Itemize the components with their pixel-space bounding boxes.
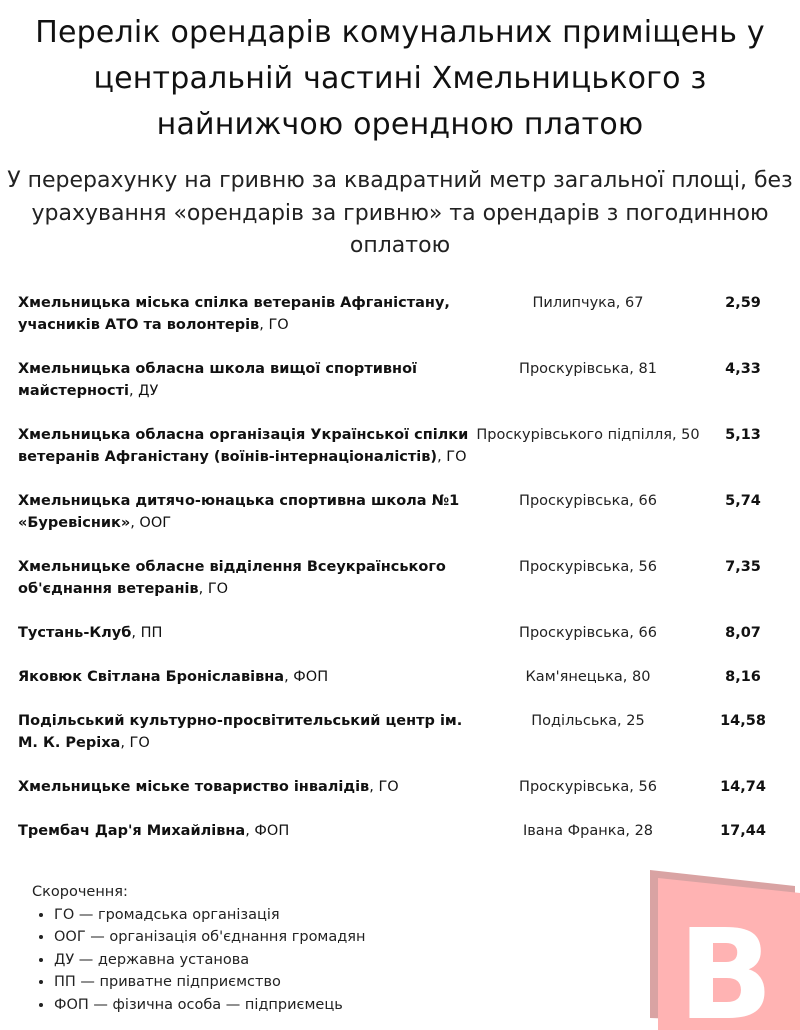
table-row: [18, 424, 788, 490]
tenant-address: Пилипчука, 67: [532, 295, 644, 311]
tenant-type: , ГО: [369, 779, 399, 795]
table-row: [18, 622, 788, 666]
tenant-type: , ГО: [437, 449, 467, 465]
tenant-name: Тустань-Клуб: [18, 625, 132, 641]
table-row: [18, 556, 788, 622]
tenant-name-cell: [18, 666, 473, 688]
rent-per-sqm: 14,74: [720, 779, 766, 795]
tenant-address: Проскурівська, 81: [519, 361, 657, 377]
vezha-logo: [640, 868, 800, 1030]
tenants-table: [18, 292, 788, 864]
tenant-type: , ФОП: [284, 669, 329, 685]
legend-item: • ООГ — організація об'єднання громадян: [54, 926, 366, 949]
rent-per-sqm: 14,58: [720, 713, 766, 729]
table-row: [18, 292, 788, 358]
tenant-type: , ГО: [120, 735, 150, 751]
tenant-type: , ГО: [198, 581, 229, 597]
tenant-type: , ПП: [131, 625, 163, 641]
rent-per-sqm: 4,33: [725, 361, 761, 377]
logo-letter: В: [678, 903, 774, 1030]
tenant-address: Проскурівська, 66: [519, 625, 657, 641]
tenant-type: , ДУ: [128, 383, 159, 399]
tenant-name-cell: [18, 710, 473, 754]
tenant-name-cell: [18, 622, 473, 644]
tenant-type: , ГО: [259, 317, 289, 333]
table-row: [18, 820, 788, 864]
tenant-name-cell: [18, 776, 473, 798]
legend-item: • ПП — приватне підприємство: [54, 971, 366, 994]
tenant-name-cell: [18, 292, 473, 336]
tenant-address: Проскурівського підпілля, 50: [476, 427, 700, 443]
tenant-type: , ФОП: [245, 823, 290, 839]
table-row: [18, 490, 788, 556]
rent-per-sqm: 5,74: [725, 493, 761, 509]
tenant-address: Кам'янецька, 80: [525, 669, 651, 685]
tenant-address: Івана Франка, 28: [522, 823, 654, 839]
table-row: [18, 776, 788, 820]
legend-item: • ГО — громадська організація: [54, 904, 366, 927]
tenant-name: Хмельницька дитячо-юнацька спортивна школа №1 «Буревісник»: [18, 493, 460, 531]
tenant-address: Подільська, 25: [531, 713, 645, 729]
tenant-name-cell: [18, 556, 473, 600]
tenant-name: Хмельницька обласна організація Української спілки ветеранів Афганістану (воїнів-інтернаціоналістів): [18, 427, 469, 465]
abbreviations-legend: [32, 881, 366, 1016]
table-row: [18, 358, 788, 424]
tenant-name-cell: [18, 358, 473, 402]
tenant-address: Проскурівська, 56: [519, 779, 657, 795]
rent-per-sqm: 2,59: [725, 295, 761, 311]
tenant-type: , ООГ: [130, 515, 172, 531]
rent-per-sqm: 5,13: [725, 427, 761, 443]
legend-title: Скорочення:: [32, 884, 128, 900]
tenant-address: Проскурівська, 66: [519, 493, 657, 509]
tenant-name-cell: [18, 490, 473, 534]
tenant-name: Трембач Дар'я Михайлівна: [18, 823, 246, 839]
tenant-name: Хмельницька міська спілка ветеранів Афганістану, учасників АТО та волонтерів: [18, 295, 450, 333]
tenant-name: Подільський культурно-просвітительський центр ім. М. К. Реріха: [18, 713, 463, 751]
tenant-name: Хмельницька обласна школа вищої спортивної майстерності: [18, 361, 418, 399]
table-row: [18, 666, 788, 710]
page-title: Перелік орендарів комунальних приміщень у центральній частині Хмельницького з найнижчою орендною платою: [35, 15, 765, 142]
tenant-name: Хмельницьке міське товариство інвалідів: [18, 779, 370, 795]
tenant-name: Хмельницьке обласне відділення Всеукраїнського об'єднання ветеранів: [18, 559, 446, 597]
rent-per-sqm: 8,16: [725, 669, 761, 685]
legend-item: • ДУ — державна установа: [54, 949, 366, 972]
rent-per-sqm: 7,35: [725, 559, 761, 575]
legend-item: • ФОП — фізична особа — підприємець: [54, 994, 366, 1017]
rent-per-sqm: 8,07: [725, 625, 761, 641]
rent-per-sqm: 17,44: [720, 823, 766, 839]
page-subtitle: У перерахунку на гривню за квадратний метр загальної площі, без урахування «орендарів за гривню» та орендарів з погодинною оплатою: [7, 168, 793, 258]
tenant-name: Яковюк Світлана Броніславівна: [18, 669, 285, 685]
tenant-address: Проскурівська, 56: [519, 559, 657, 575]
table-row: [18, 710, 788, 776]
tenant-name-cell: [18, 820, 473, 842]
tenant-name-cell: [18, 424, 473, 468]
